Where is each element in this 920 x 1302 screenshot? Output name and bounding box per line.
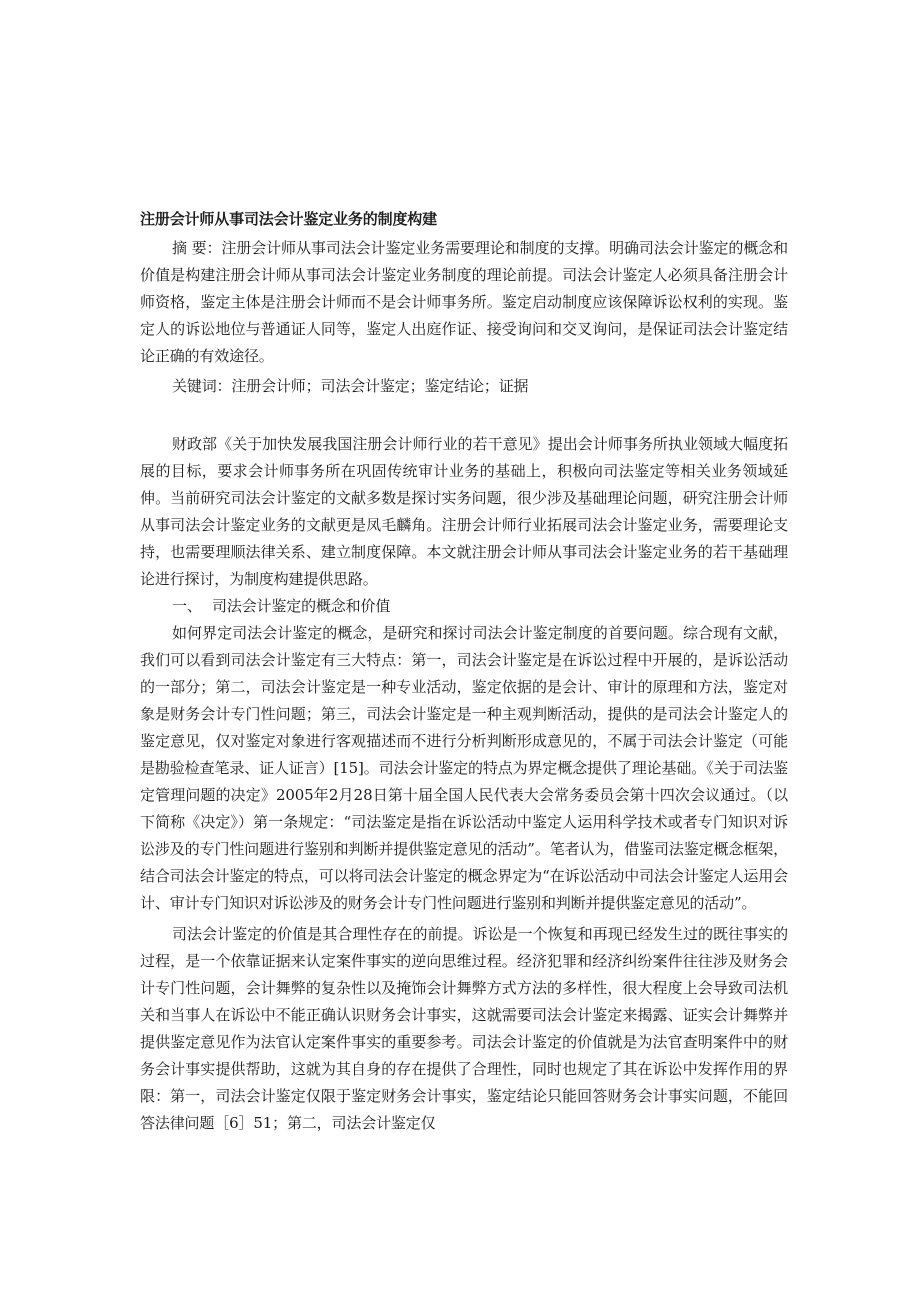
abstract-paragraph: 摘 要：注册会计师从事司法会计鉴定业务需要理论和制度的支撑。明确司法会计鉴定的概念和价值是构建注册会计师从事司法会计鉴定业务制度的理论前提。司法会计鉴定人必须具备注册会计师资格，鉴定主体是注册会计师而不是会计师事务所。鉴定启动制度应该保障诉讼权利的实现。鉴定人的诉讼地位与普通证人同等，鉴定人出庭作证、接受询问和交叉询问，是保证司法会计鉴定结论正确的有效途径。 (140, 239, 788, 365)
document-title: 注册会计师从事司法会计鉴定业务的制度构建 (140, 210, 438, 228)
document-body (140, 206, 788, 1137)
intro-paragraph: 财政部《关于加快发展我国注册会计师行业的若干意见》提出会计师事务所执业领域大幅度拓展的目标，要求会计师事务所在巩固传统审计业务的基础上，积极向司法鉴定等相关业务领域延伸。当前研究司法会计鉴定的文献多数是探讨实务问题，很少涉及基础理论问题，研究注册会计师从事司法会计鉴定业务的文献更是凤毛麟角。注册会计师行业拓展司法会计鉴定业务，需要理论支持，也需要理顺法律关系、建立制度保障。本文就注册会计师从事司法会计鉴定业务的若干基础理论进行探讨，为制度构建提供思路。 (140, 435, 788, 588)
body-paragraph-concept: 如何界定司法会计鉴定的概念，是研究和探讨司法会计鉴定制度的首要问题。综合现有文献，我们可以看到司法会计鉴定有三大特点：第一，司法会计鉴定是在诉讼过程中开展的，是诉讼活动的一部分；第二，司法会计鉴定是一种专业活动，鉴定依据的是会计、审计的原理和方法，鉴定对象是财务会计专门性问题；第三，司法会计鉴定是一种主观判断活动，提供的是司法会计鉴定人的鉴定意见，仅对鉴定对象进行客观描述而不进行分析判断形成意见的，不属于司法会计鉴定（可能是勘验检查笔录、证人证言）[15]。司法会计鉴定的特点为界定概念提供了理论基础。《关于司法鉴定管理问题的决定》2005年2月28日第十届全国人民代表大会常务委员会第十四次会议通过。（以下简称《决定》）第一条规定：“司法鉴定是指在诉讼活动中鉴定人运用科学技术或者专门知识对诉讼涉及的专门性问题进行鉴别和判断并提供鉴定意见的活动”。笔者认为，借鉴司法鉴定概念框架，结合司法会计鉴定的特点，可以将司法会计鉴定的概念界定为“在诉讼活动中司法会计鉴定人运用会计、审计专门知识对诉讼涉及的财务会计专门性问题进行鉴别和判断并提供鉴定意见的活动”。 (140, 624, 788, 912)
keywords-line: 关键词：注册会计师；司法会计鉴定；鉴定结论；证据 (172, 377, 529, 395)
section-title: 司法会计鉴定的概念和价值 (212, 597, 391, 615)
section-heading (140, 593, 788, 620)
section-number: 一、 (172, 597, 202, 615)
body-paragraph-value: 司法会计鉴定的价值是其合理性存在的前提。诉讼是一个恢复和再现已经发生过的既往事实的过程，是一个依靠证据来认定案件事实的逆向思维过程。经济犯罪和经济纠纷案件往往涉及财务会计专门性问题，会计舞弊的复杂性以及掩饰会计舞弊方式方法的多样性，很大程度上会导致司法机关和当事人在诉讼中不能正确认识财务会计事实，这就需要司法会计鉴定来揭露、证实会计舞弊并提供鉴定意见作为法官认定案件事实的重要参考。司法会计鉴定的价值就是为法官查明案件中的财务会计事实提供帮助，这就为其自身的存在提供了合理性，同时也规定了其在诉讼中发挥作用的界限：第一，司法会计鉴定仅限于鉴定财务会计事实，鉴定结论只能回答财务会计事实问题，不能回答法律问题［6］51；第二，司法会计鉴定仅 (140, 925, 788, 1132)
